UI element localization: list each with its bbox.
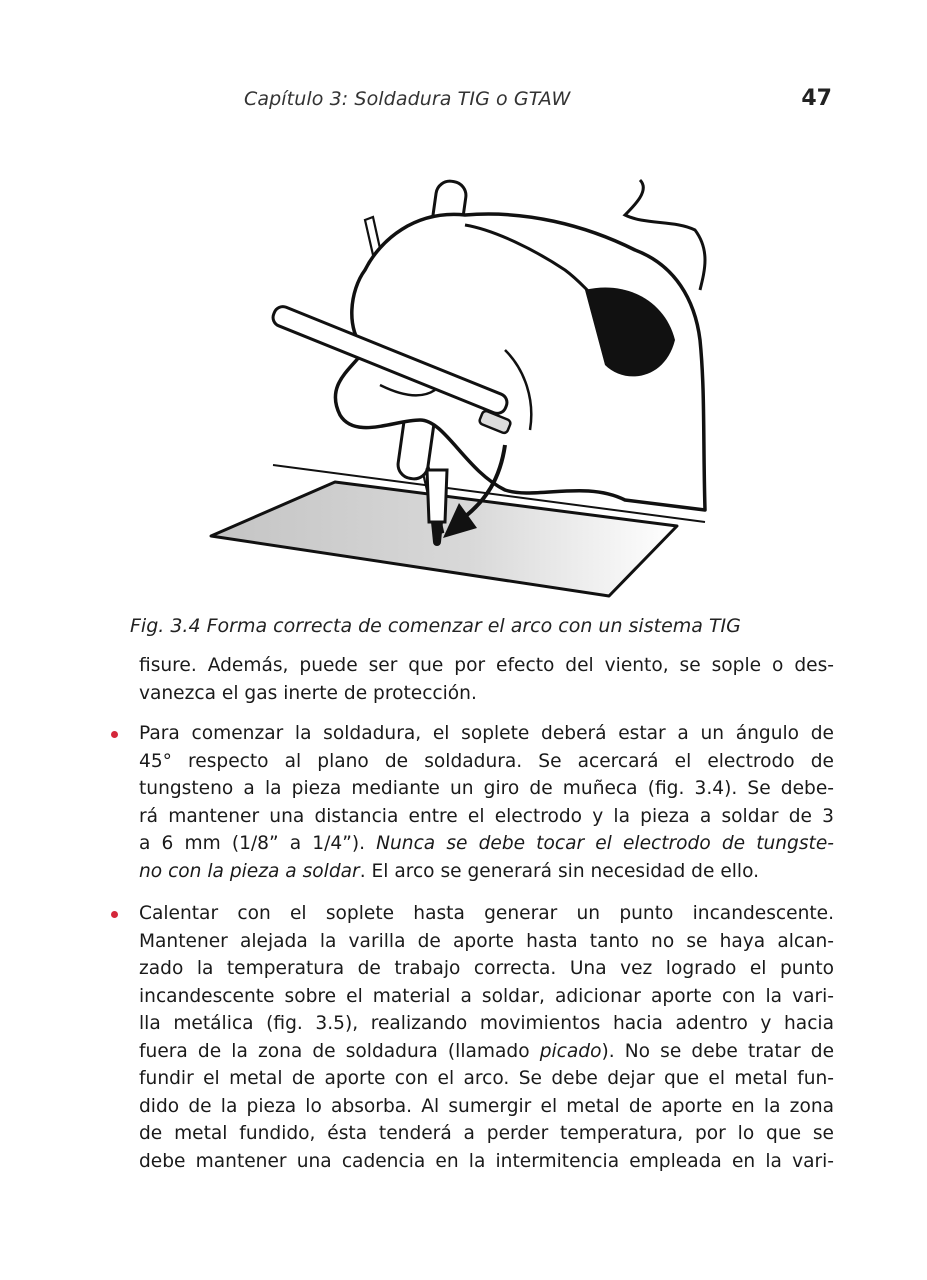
text-line: incandescente sobre el material a soldar, adicionar aporte con la vari- <box>139 985 834 1007</box>
text-line <box>139 858 834 886</box>
emphasis-text: Nunca se debe tocar el electrodo de tungste- <box>376 833 834 854</box>
text-line: de metal fundido, ésta tenderá a perder temperatura, por lo que se <box>139 1123 834 1144</box>
text-run: ). No se debe tratar de <box>601 1040 835 1062</box>
text-run: fuera de la zona de soldadura (llamado <box>139 1040 540 1062</box>
text-line: vanezca el gas inerte de protección. <box>139 682 477 704</box>
running-head <box>0 88 927 116</box>
running-title: Capítulo 3: Soldadura TIG o GTAW <box>244 88 571 110</box>
text-line: rá mantener una distancia entre el electrodo y la pieza a soldar de 3 <box>139 805 834 827</box>
figure-illustration <box>205 170 715 605</box>
text-line: 45° respecto al plano de soldadura. Se acercará el electrodo de <box>139 750 834 772</box>
text-run: a 6 mm (1/8” a 1/4”). <box>139 833 377 854</box>
text-line: lla metálica (fig. 3.5), realizando movimientos hacia adentro y hacia <box>139 1013 834 1034</box>
text-line: Mantener alejada la varilla de aporte hasta tanto no se haya alcan- <box>139 930 834 952</box>
text-line: tungsteno a la pieza mediante un giro de muñeca (fig. 3.4). Se debe- <box>139 778 834 799</box>
hand <box>335 180 705 510</box>
bullet-marker <box>111 911 118 918</box>
paragraph-continued <box>139 652 834 707</box>
text-line: fisure. Además, puede ser que por efecto del viento, se sople o des- <box>139 655 834 676</box>
tig-torch-illustration <box>205 170 715 605</box>
text-line: debe mantener una cadencia en la intermitencia empleada en la vari- <box>139 1150 834 1172</box>
text-run: . El arco se generará sin necesidad de ello. <box>359 860 760 882</box>
bullet-marker <box>111 731 118 738</box>
text-line <box>139 1038 834 1066</box>
bullet-item-heating <box>139 900 834 1175</box>
text-line: zado la temperatura de trabajo correcta. Una vez logrado el punto <box>139 958 834 979</box>
text-line: Para comenzar la soldadura, el soplete deberá estar a un ángulo de <box>139 723 834 744</box>
emphasis-text: no con la pieza a soldar <box>139 860 360 882</box>
figure-caption: Fig. 3.4 Forma correcta de comenzar el arco con un sistema TIG <box>130 615 741 637</box>
text-line: dido de la pieza lo absorba. Al sumergir el metal de aporte en la zona <box>139 1095 834 1117</box>
bullet-item-start-welding <box>139 720 834 885</box>
text-line <box>139 830 834 858</box>
emphasis-text: picado <box>539 1040 602 1062</box>
page-number: 47 <box>801 86 832 111</box>
text-line: Calentar con el soplete hasta generar un punto incandescente. <box>139 903 834 924</box>
text-line: fundir el metal de aporte con el arco. Se debe dejar que el metal fun- <box>139 1068 834 1089</box>
